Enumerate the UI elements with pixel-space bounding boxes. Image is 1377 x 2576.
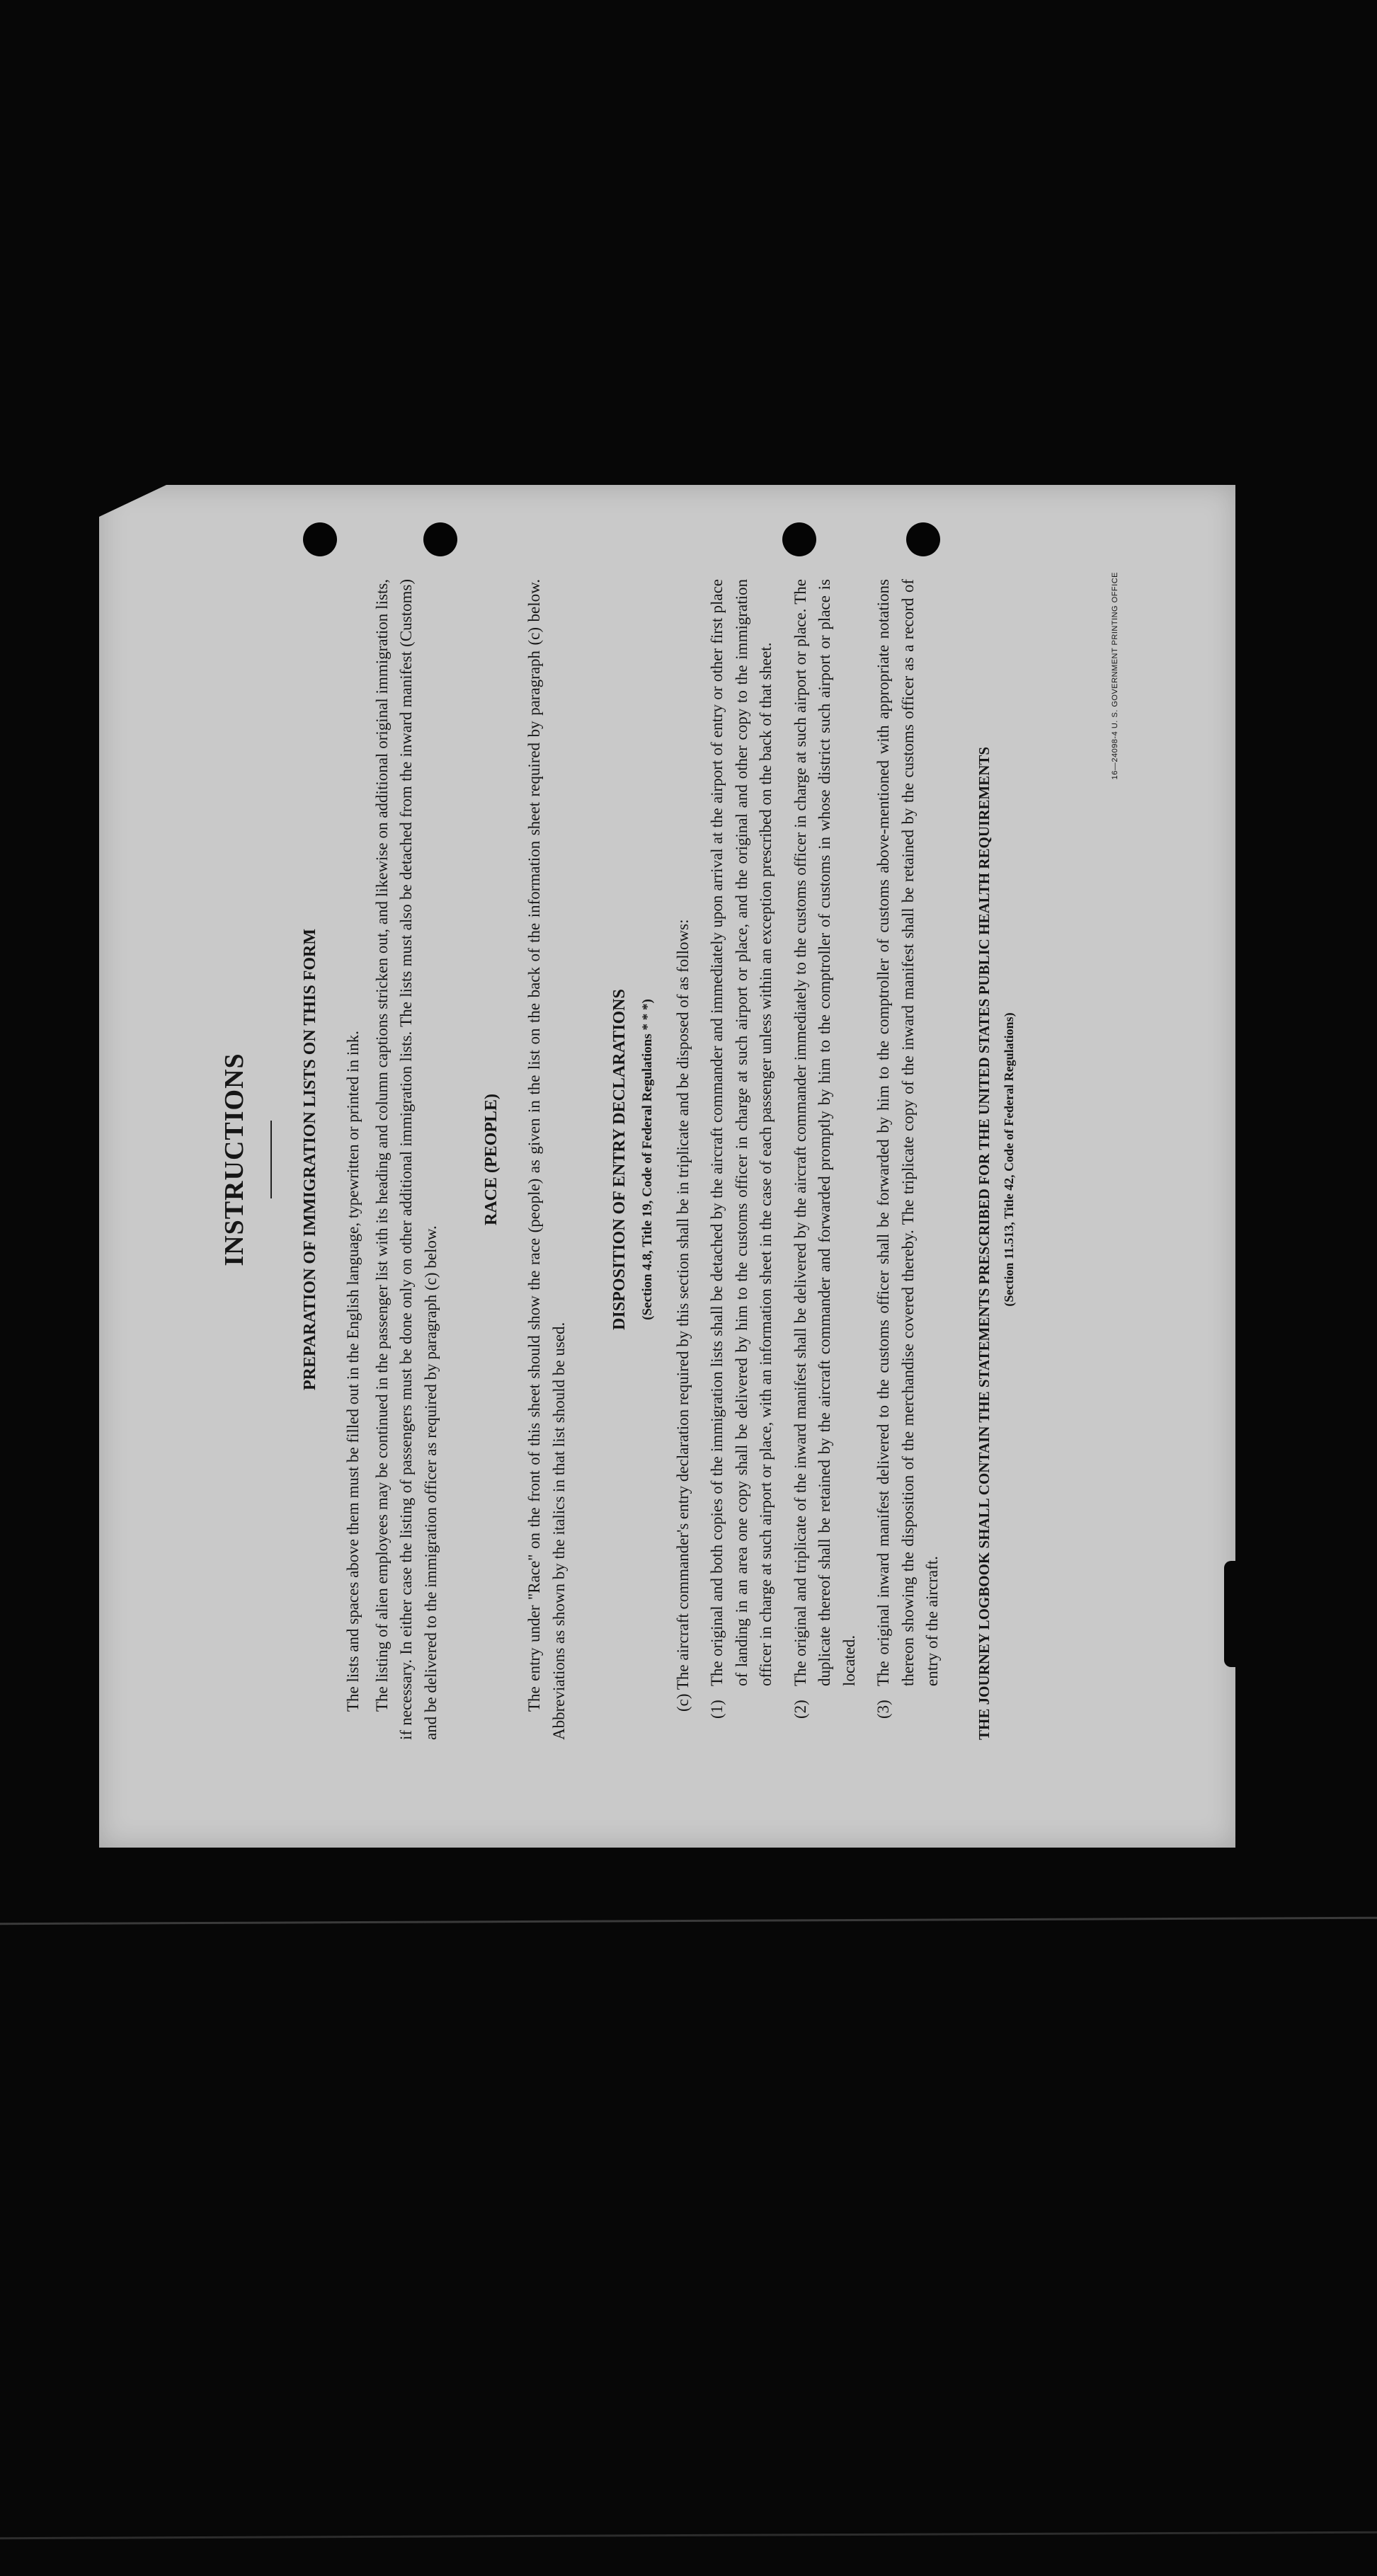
item-text: The original inward manifest delivered to the customs officer shall be forwarded by him to the comptroller of customs above-mentioned with appropriate notations thereon showing the disposition of the merchandise covered thereby. The triplicate copy of the inward manifest shall be retained by the customs officer as a record of entry of the aircraft. <box>874 578 941 1686</box>
scan-artifact-line <box>0 1917 1377 1925</box>
document-title: INSTRUCTIONS <box>219 1052 249 1266</box>
disposition-item <box>788 579 862 1719</box>
section-heading-disposition: DISPOSITION OF ENTRY DECLARATIONS <box>610 988 629 1330</box>
disposition-item <box>872 579 945 1719</box>
printing-office-imprint: 16—24098-4 U. S. GOVERNMENT PRINTING OFFICE <box>1110 571 1119 779</box>
disposition-citation: (Section 4.8, Title 19, Code of Federal Regulations * * *) <box>639 998 655 1320</box>
disposition-item <box>705 579 779 1719</box>
disposition-intro: (c) The aircraft commander's entry declaration required by this section shall be in triplicate and be disposed of as follows: <box>673 919 691 1712</box>
sheet-corner-cut <box>99 485 166 517</box>
document-content <box>172 515 1163 1818</box>
item-text: The original and triplicate of the inward manifest shall be delivered by the aircraft commander immediately to the customs officer in charge at such airport or place. The duplicate thereof shall be retained by the aircraft commander and forwarded promptly by him to the comptroller of customs in whose district such airport or place is located. <box>791 578 857 1686</box>
item-text: The original and both copies of the immigration lists shall be detached by the aircraft commander and immediately upon arrival at the airport of entry or other first place of landing in an area one copy shall be delivered by him to the customs officer in charge at such airport or place, and the original and other copy to the immigration officer in charge at such airport or place, with an information sheet in the case of each passenger unless within an exception prescribed on the back of that sheet. <box>707 578 775 1686</box>
preparation-paragraph-1: The lists and spaces above them must be filled out in the English language, typewritten or printed in ink. <box>343 1030 362 1712</box>
scan-artifact-line <box>0 2531 1377 2539</box>
logbook-statement: THE JOURNEY LOGBOOK SHALL CONTAIN THE STATEMENTS PRESCRIBED FOR THE UNITED STATES PUBLIC HEALTH REQUIREMENTS <box>975 746 992 1740</box>
sheet-edge-tear <box>1224 1561 1235 1667</box>
item-number: (1) <box>707 1699 726 1719</box>
title-rule <box>270 1121 272 1198</box>
logbook-statement-citation: (Section 11.513, Title 42, Code of Federal Regulations) <box>1001 1012 1016 1307</box>
item-number: (3) <box>874 1699 892 1719</box>
section-heading-race: RACE (PEOPLE) <box>481 1093 501 1225</box>
race-paragraph: The entry under "Race" on the front of this sheet should show the race (people) as given in the list on the back of the information sheet required by paragraph (c) below. Abbreviations as shown by the italics in that list should be used. <box>525 578 567 1740</box>
item-number: (2) <box>791 1699 809 1719</box>
section-heading-preparation: PREPARATION OF IMMIGRATION LISTS ON THIS FORM <box>300 928 319 1390</box>
preparation-paragraph-2: The listing of alien employees may be continued in the passenger list with its heading and column captions stricken out, and likewise on additional original immigration lists, if necessary. In either case the listing of passengers must be done only on other additional immigration lists. The lists must also be detached from the inward manifest (Customs) and be delivered to the immigration officer as required by paragraph (c) below. <box>372 578 439 1740</box>
document-sheet <box>99 485 1235 1848</box>
